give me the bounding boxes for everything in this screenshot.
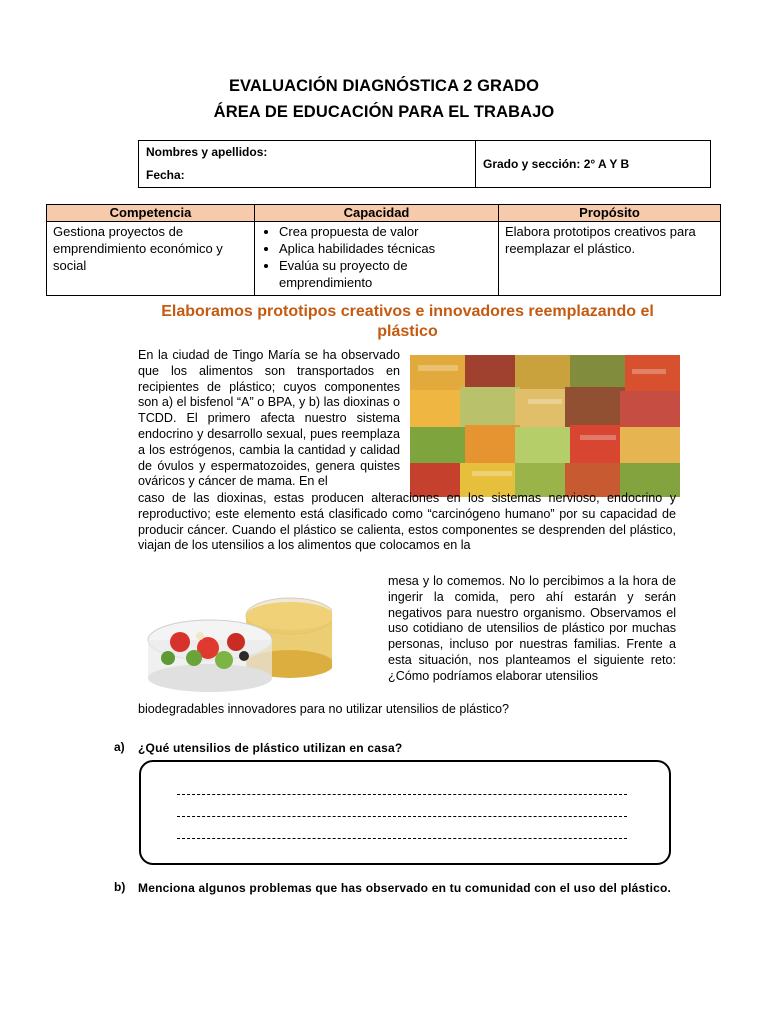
packaged-fruit-illustration (410, 355, 680, 497)
question-a-text: ¿Qué utensilios de plástico utilizan en casa? (138, 741, 403, 755)
capacidad-cell (255, 222, 499, 296)
names-label: Nombres y apellidos: (146, 145, 268, 159)
grade-label: Grado y sección: 2° A Y B (483, 157, 630, 171)
answer-box-a[interactable] (139, 760, 671, 865)
answer-line[interactable] (177, 794, 627, 795)
body-paragraph-right: mesa y lo comemos. No lo percibimos a la hora de ingerir la comida, pero ahí estarán y serán negativos para nuestro organismo. Observamos el uso cotidiano de utensilios de plástico por muchas personas, incluso por nuestras familias. Frente a esta situación, nos planteamos el siguiente reto: ¿Cómo podríamos elaborar utensilios (388, 574, 676, 683)
document-subtitle: ÁREA DE EDUCACIÓN PARA EL TRABAJO (213, 103, 555, 121)
header-capacidad: Capacidad (255, 205, 499, 222)
answer-line[interactable] (177, 816, 627, 817)
capacidad-list (255, 223, 492, 291)
names-date-cell[interactable] (139, 141, 476, 188)
body-paragraph: caso de las dioxinas, estas producen alteraciones en los sistemas nervioso, endocrino y reproductivo; este elemento está clasificado como “carcinógeno humano” por su capacidad de producir cáncer. Cuando el plástico se calienta, estos componentes se desprenden del plástico, viajan de los utensilios a los alimentos que colocamos en la (138, 491, 676, 553)
question-b-label: b) (114, 880, 126, 894)
question-b-text: Menciona algunos problemas que has observado en tu comunidad con el uso del plástico. (138, 881, 672, 895)
capacidad-item: • Evalúa su proyecto de emprendimiento (279, 257, 492, 291)
date-label: Fecha: (146, 168, 185, 182)
competency-table (46, 204, 721, 296)
answer-line[interactable] (177, 838, 627, 839)
document-title: EVALUACIÓN DIAGNÓSTICA 2 GRADO (228, 77, 540, 95)
section-title: Elaboramos prototipos creativos e innovadores reemplazando el plástico (161, 303, 654, 340)
capacidad-item: • Crea propuesta de valor (279, 223, 492, 240)
capacidad-item: • Aplica habilidades técnicas (279, 240, 492, 257)
student-info-table (138, 140, 711, 188)
containers-illustration (140, 576, 332, 693)
competencia-cell: Gestiona proyectos de emprendimiento económico y social (47, 222, 255, 296)
grade-cell (476, 141, 711, 188)
proposito-cell: Elabora prototipos creativos para reemplazar el plástico. (499, 222, 721, 296)
header-competencia: Competencia (47, 205, 255, 222)
salad-and-pasta-containers-photo (140, 576, 332, 693)
packaged-fruit-photo (410, 355, 680, 497)
intro-paragraph: En la ciudad de Tingo María se ha observado que los alimentos son transportados en recipientes de plástico; cuyos componentes son a) el bisfenol “A” o BPA, y b) las dioxinas o TCDD. El primero afecta nuestro sistema endocrino y desarrollo sexual, pues reemplaza a los estrógenos, cambia la cantidad y calidad de óvulos y espermatozoides, genera quistes ováricos y cáncer de mama. En el (138, 348, 400, 489)
body-paragraph-end: biodegradables innovadores para no utilizar utensilios de plástico? (138, 702, 510, 716)
question-a-label: a) (114, 740, 125, 754)
header-proposito: Propósito (499, 205, 721, 222)
